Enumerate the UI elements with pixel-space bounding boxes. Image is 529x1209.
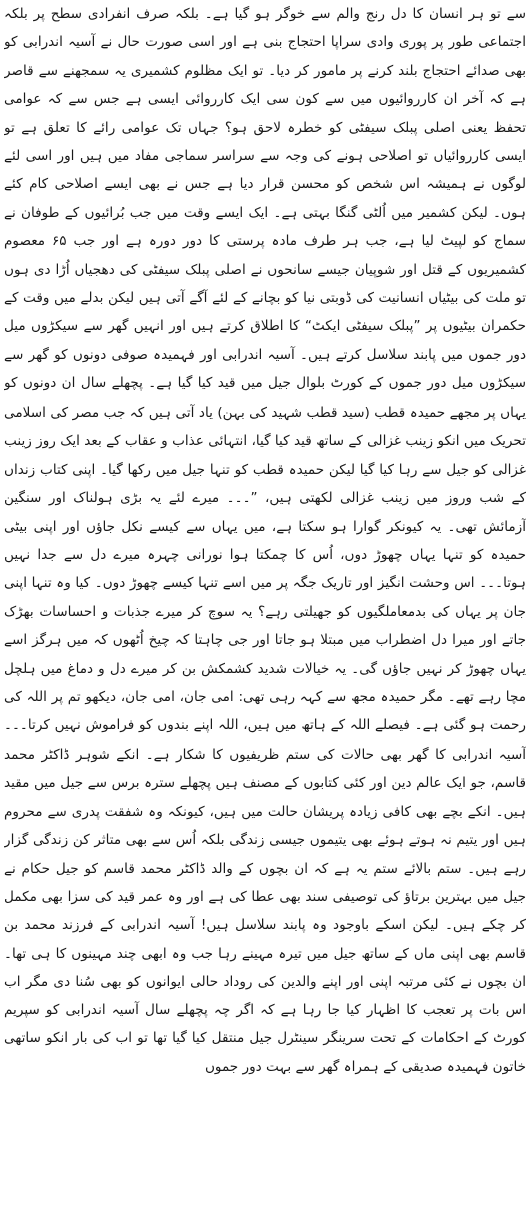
- article-paragraph-4: اس بات پر تعجب کا اظہار کیا جا رہا ہے کہ اگر چہ پچھلے سال آسیہ اندرابی کو سپریم کورٹ کے احکامات کے تحت سرینگر سینٹرل جیل منتقل کیا گیا تھا تو اب کی بار انکو ساتھی خاتون فہمیدہ صدیقی کے ہمراہ گھر سے بہت دور جموں: [4, 1002, 526, 1075]
- article-paragraph-3: آسیہ اندرابی کا گھر بھی حالات کی ستم ظریفیوں کا شکار ہے۔ انکے شوہر ڈاکٹر محمد قاسم، جو ایک عالم دین اور کئی کتابوں کے مصنف ہیں پچھلے سترہ برس سے جیل میں مقید ہیں۔ انکے بچے بھی کافی زیادہ پریشان حالت میں ہیں، کیونکہ وہ شفقت پدری سے محروم ہیں اور یتیم نہ ہوتے ہوئے بھی یتیموں جیسی زندگی بلکہ اُس سے بھی متاثر کن زندگی گزار رہے ہیں۔ ستم بالائے ستم یہ ہے کہ ان بچوں کے والد ڈاکٹر محمد قاسم کو جیل حکام نے جیل میں بہترین برتاؤ کی توصیفی سند بھی عطا کی ہے اور وہ عمر قید کی سزا بھی مکمل کر چکے ہیں۔ لیکن اسکے باوجود وہ پابند سلاسل ہیں! آسیہ اندرابی کے فرزند محمد بن قاسم بھی اپنی ماں کے ساتھ جیل میں تیرہ مہینے رہا جب وہ ابھی چند مہینوں کا ہی تھا۔ ان بچوں نے کئی مرتبہ اپنی اور اپنے والدین کی روداد حالی ایوانوں کو بھی سُنا دی مگر اب: [4, 747, 526, 991]
- article-paragraph-1: سے تو ہر انسان کا دل رنج والم سے خوگر ہو گیا ہے۔ بلکہ صرف انفرادی سطح پر بلکہ اجتماعی طور پر پوری وادی سراپا احتجاج بنی ہے اور اسی صورت حال نے آسیہ اندرابی کو بھی صدائے احتجاج بلند کرنے پر مامور کر دیا۔ تو ایک مظلوم کشمیری یہ سمجھنے سے قاصر ہے کہ آخر ان کارروائیوں میں سے کون سی ایک کارروائی ایسی ہے جس سے کہ عوامی تحفظ یعنی اصلی پبلک سیفٹی کو خطرہ لاحق ہو؟ جہاں تک عوامی رائے کا تعلق ہے تو ایسی کارروائیاں تو اصلاحی ہونے کی وجہ سے سراسر سماجی مفاد میں ہیں اور اسی لئے لوگوں نے ہمیشہ اس شخص کو محسن قرار دیا ہے جس نے بھی ایسے اصلاحی کام کئے ہوں۔ لیکن کشمیر میں اُلٹی گنگا بہتی ہے۔ ایک ایسے وقت میں جب بُرائیوں کے طوفان نے سماج کو لپیٹ لیا ہے، جب ہر طرف مادہ پرستی کا دور دورہ ہے اور جب ۶۵ معصوم کشمیریوں کے قتل اور شوپیان جیسے سانحوں نے اصلی پبلک سیفٹی کی دھجیاں اُڑا دی ہوں تو ملت کی بیٹیاں انسانیت کی ڈوبتی نیا کو بچانے کے لئے آگے آتی ہیں لیکن بدلے میں وقت کے حکمران بیٹیوں پر ”پبلک سیفٹی ایکٹ“ کا اطلاق کرتے ہیں اور انہیں گھر سے سیکڑوں میل دور جموں میں پابند سلاسل کرتے ہیں۔ آسیہ اندرابی اور فہمیدہ صوفی دونوں کو گھر سے سیکڑوں میل دور جموں کے کورٹ بلوال جیل میں قید کیا گیا ہے۔ پچھلے سال ان دونوں کو: [4, 6, 526, 392]
- article-paragraph-2: یہاں پر مجھے حمیدہ قطب (سید قطب شہید کی بہن) یاد آتی ہیں کہ جب مصر کی اسلامی تحریک میں انکو زینب غزالی کے ساتھ قید کیا گیا، انتہائی عذاب و عقاب کے بعد ایک روز زینب غزالی کو جیل سے رہا کیا گیا لیکن حمیدہ قطب کو تنہا جیل میں رکھا گیا۔ اپنی کتاب زنداں کے شب وروز میں زینب غزالی لکھتی ہیں، ”۔۔۔ میرے لئے یہ بڑی ہولناک اور سنگین آزمائش تھی۔ یہ کیونکر گوارا ہو سکتا ہے، میں یہاں سے کیسے نکل جاؤں اور اپنی بیٹی حمیدہ کو تنہا یہاں چھوڑ دوں، اُس کا چمکتا ہوا نورانی چہرہ میرے دل سے جدا نہیں ہوتا۔۔۔ اس وحشت انگیز اور تاریک جگہ پر میں اسے تنہا کیسے چھوڑ دوں۔ کیا وہ تنہا اپنی جان پر یہاں کی بدمعاملگیوں کو جھیلتی رہے؟ یہ سوچ کر میرے جذبات و احساسات بھڑک جاتے اور میرا دل اضطراب میں مبتلا ہو جاتا اور جی چاہتا کہ چیخ اُٹھوں کہ میں ہرگز اسے یہاں چھوڑ کر نہیں جاؤں گی۔ یہ خیالات شدید کشمکش بن کر میرے دل و دماغ میں ہلچل مچا رہے تھے۔ مگر حمیدہ مجھ سے کہہ رہی تھی: امی جان، امی جان، دیکھو تم پر اللہ کی رحمت ہو گئی ہے۔ فیصلے اللہ کے ہاتھ میں ہیں، اللہ اپنے بندوں کو فراموش نہیں کرتا۔۔۔: [4, 405, 526, 734]
